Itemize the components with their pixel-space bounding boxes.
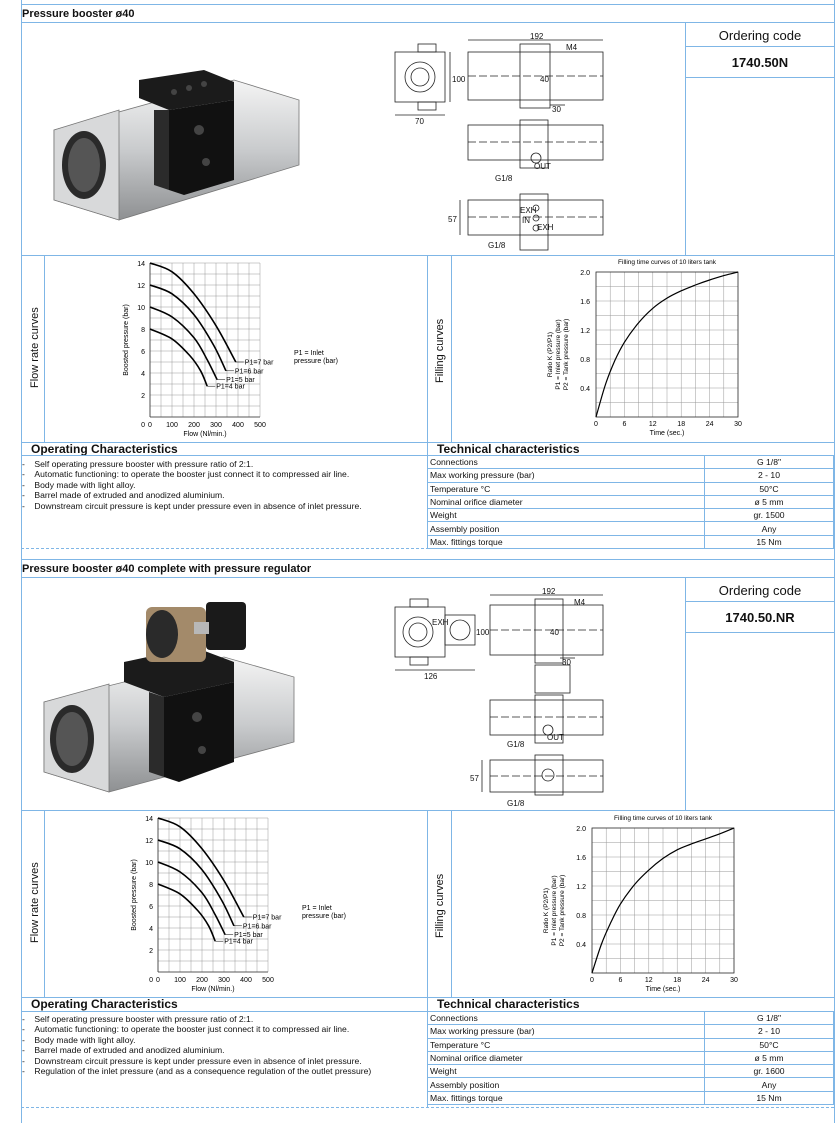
section-title: Pressure booster ø40 complete with pressure regulator — [22, 563, 312, 575]
series-label: P1=6 bar — [242, 923, 272, 931]
bullet-item: - Downstream circuit pressure is kept under pressure even in absence of inlet pressure. — [22, 500, 362, 511]
x-tick-label: 30 — [730, 977, 738, 984]
divider — [685, 577, 686, 810]
ordering-code-value: 1740.50N — [731, 55, 789, 70]
tech-value: gr. 1600 — [705, 1065, 834, 1078]
y-tick-label: 6 — [141, 349, 145, 356]
x-tick-label: 500 — [254, 422, 266, 429]
table-row — [428, 535, 834, 548]
bullet-item: - Automatic functioning: to operate the booster just connect it to compressed air line. — [22, 1024, 350, 1035]
y-tick-label: 1.2 — [576, 884, 586, 891]
y-tick-label: 10 — [137, 305, 145, 312]
legend-line-1: P1 = Inlet — [294, 350, 324, 357]
dim-100: 100 — [452, 75, 466, 84]
tech-value: ø 5 mm — [705, 1051, 834, 1064]
x-tick-label: 100 — [166, 422, 178, 429]
filling-curves-chart — [536, 812, 746, 996]
y-axis-label: P2 = Tank pressure (bar) — [563, 318, 570, 391]
series-label: P1=5 bar — [226, 377, 255, 385]
dim-57: 57 — [448, 215, 457, 224]
operating-bullets — [22, 459, 362, 511]
series-label: P1=5 bar — [234, 932, 263, 940]
series-line — [150, 285, 226, 371]
y-tick-label: 1.2 — [580, 328, 590, 335]
product-photo — [34, 592, 304, 807]
y-tick-label: 1.6 — [576, 855, 586, 862]
dim-57: 57 — [470, 774, 479, 783]
bullet-item: - Barrel made of extruded and anodized aluminium. — [22, 1045, 225, 1056]
section-title: Pressure booster ø40 — [22, 8, 135, 20]
series-label: P1=4 bar — [224, 938, 253, 946]
divider — [686, 46, 835, 47]
x-tick-label: 400 — [232, 422, 244, 429]
chart-title: Filling time curves of 10 liters tank — [614, 815, 712, 822]
x-tick-label: 18 — [673, 977, 682, 984]
ordering-code-label: Ordering code — [718, 28, 802, 43]
tech-key: Assembly position — [428, 522, 705, 535]
port-out: OUT — [547, 733, 564, 742]
dim-40: 40 — [540, 75, 549, 84]
dim-126: 126 — [424, 672, 438, 681]
flow-rate-label: Flow rate curves — [29, 307, 41, 388]
operating-characteristics-title: Operating Characteristics — [31, 997, 178, 1011]
divider — [686, 601, 835, 602]
legend-line-2: pressure (bar) — [302, 913, 346, 920]
bullet-item: - Body made with light alloy. — [22, 479, 136, 490]
operating-characteristics-title: Operating Characteristics — [31, 442, 178, 456]
y-axis-label: Boosted pressure (bar) — [123, 304, 130, 376]
table-row — [428, 522, 834, 535]
y-tick-label: 0.8 — [576, 913, 586, 920]
port-g18-a: G1/8 — [495, 174, 513, 183]
y-tick-label: 0 — [149, 977, 153, 984]
x-tick-label: 0 — [590, 977, 594, 984]
tech-key: Weight — [428, 509, 705, 522]
frame-right — [834, 0, 835, 1123]
y-axis-label: P1 = Inlet pressure (bar) — [555, 319, 562, 390]
bullet-item: - Body made with light alloy. — [22, 1034, 136, 1045]
flow-rate-chart — [126, 812, 426, 997]
x-axis-label: Time (sec.) — [649, 430, 685, 437]
y-tick-label: 1.6 — [580, 299, 590, 306]
series-line — [158, 840, 234, 926]
tech-key: Weight — [428, 1065, 705, 1078]
flow-rate-chart — [118, 257, 418, 442]
tech-key: Max working pressure (bar) — [428, 1025, 705, 1038]
series-label: P1=4 bar — [216, 383, 245, 391]
tech-value: G 1/8" — [705, 456, 834, 469]
bullet-item: - Downstream circuit pressure is kept under pressure even in absence of inlet pressure. — [22, 1055, 362, 1066]
x-tick-label: 12 — [644, 977, 653, 984]
bullet-item: - Barrel made of extruded and anodized aluminium. — [22, 490, 225, 501]
y-tick-label: 10 — [145, 860, 153, 867]
x-tick-label: 0 — [594, 421, 598, 428]
tech-key: Temperature °C — [428, 1038, 705, 1051]
series-line — [150, 329, 207, 386]
y-tick-label: 4 — [141, 371, 145, 378]
port-g18-b: G1/8 — [488, 241, 506, 250]
table-row — [428, 1012, 834, 1025]
y-tick-label: 2 — [141, 393, 145, 400]
dim-40: 40 — [550, 628, 559, 637]
y-tick-label: 2.0 — [576, 826, 586, 833]
filling-curves-label: Filling curves — [434, 318, 446, 383]
y-tick-label: 12 — [137, 283, 145, 290]
table-row — [428, 509, 834, 522]
tech-key: Connections — [428, 456, 705, 469]
y-tick-label: 14 — [137, 261, 145, 268]
port-exh: EXH — [432, 618, 449, 627]
x-tick-label: 0 — [156, 977, 160, 984]
x-tick-label: 12 — [648, 421, 657, 428]
port-in: IN — [522, 216, 530, 225]
technical-drawing — [390, 30, 680, 255]
y-tick-label: 8 — [141, 327, 145, 334]
dim-192: 192 — [542, 587, 556, 596]
x-tick-label: 30 — [734, 421, 742, 428]
technical-characteristics-title: Technical characteristics — [437, 442, 580, 456]
table-row — [428, 1051, 834, 1064]
y-tick-label: 14 — [145, 816, 153, 823]
tech-value: 2 - 10 — [705, 469, 834, 482]
series-line — [158, 884, 215, 941]
x-tick-label: 18 — [677, 421, 686, 428]
port-exh-2: EXH — [537, 223, 554, 232]
dim-30: 30 — [552, 105, 561, 114]
x-axis-label: Flow (Nl/min.) — [191, 986, 235, 993]
table-row — [428, 1078, 834, 1091]
tech-value: 50°C — [705, 482, 834, 495]
flow-rate-label: Flow rate curves — [29, 862, 41, 943]
y-axis-label: Boosted pressure (bar) — [131, 859, 138, 931]
filling-curves-label: Filling curves — [434, 873, 446, 938]
tech-value: Any — [705, 522, 834, 535]
table-row — [428, 1091, 834, 1104]
y-axis-label: P2 = Tank pressure (bar) — [559, 874, 566, 947]
y-axis-label: Ratio K (P2/P1) — [543, 887, 550, 934]
tech-value: 15 Nm — [705, 1091, 834, 1104]
y-tick-label: 0 — [141, 422, 145, 429]
tech-value: gr. 1500 — [705, 509, 834, 522]
y-tick-label: 2 — [149, 948, 153, 955]
x-tick-label: 400 — [240, 977, 252, 984]
divider — [44, 810, 45, 997]
divider — [451, 255, 452, 442]
x-axis-label: Time (sec.) — [645, 986, 681, 993]
divider — [427, 255, 428, 442]
filling-curves-chart — [540, 256, 750, 440]
legend-line-2: pressure (bar) — [294, 358, 338, 365]
table-row — [428, 482, 834, 495]
port-g18-b: G1/8 — [507, 799, 525, 808]
operating-bullets — [22, 1014, 371, 1076]
x-tick-label: 200 — [196, 977, 208, 984]
y-tick-label: 6 — [149, 904, 153, 911]
x-tick-label: 200 — [188, 422, 200, 429]
x-tick-label: 24 — [705, 421, 714, 428]
x-axis-label: Flow (Nl/min.) — [183, 431, 227, 438]
y-axis-label: Ratio K (P2/P1) — [547, 331, 554, 378]
bullet-item: - Regulation of the inlet pressure (and as a consequence regulation of the outlet pressure) — [22, 1066, 372, 1077]
table-row — [428, 1025, 834, 1038]
tech-key: Max. fittings torque — [428, 1091, 705, 1104]
ordering-code-box — [685, 577, 834, 633]
port-exh-1: EXH — [520, 206, 537, 215]
technical-table — [427, 455, 834, 549]
dim-100: 100 — [476, 628, 490, 637]
x-tick-label: 6 — [618, 977, 623, 984]
y-axis-label: P1 = Inlet pressure (bar) — [551, 875, 558, 946]
y-tick-label: 0.4 — [576, 942, 586, 949]
y-tick-label: 0.4 — [580, 386, 590, 393]
tech-value: Any — [705, 1078, 834, 1091]
technical-characteristics-title: Technical characteristics — [437, 997, 580, 1011]
x-tick-label: 24 — [701, 977, 710, 984]
ordering-code-box — [685, 22, 834, 78]
port-out: OUT — [534, 162, 551, 171]
tech-value: ø 5 mm — [705, 495, 834, 508]
product-photo — [34, 70, 304, 230]
tech-key: Nominal orifice diameter — [428, 495, 705, 508]
divider — [21, 559, 834, 560]
divider — [21, 4, 834, 5]
dim-m4: M4 — [574, 598, 586, 607]
table-row — [428, 1038, 834, 1051]
bullet-item: - Self operating pressure booster with pressure ratio of 2:1. — [22, 459, 254, 469]
ordering-code-value: 1740.50.NR — [725, 610, 795, 625]
technical-drawing — [390, 585, 680, 810]
divider — [427, 810, 428, 997]
x-tick-label: 6 — [622, 421, 627, 428]
dim-70: 70 — [415, 117, 424, 126]
table-row — [428, 469, 834, 482]
y-tick-label: 2.0 — [580, 270, 590, 277]
ordering-code-label: Ordering code — [718, 583, 802, 598]
table-row — [428, 456, 834, 469]
divider — [21, 1107, 834, 1108]
tech-key: Connections — [428, 1012, 705, 1025]
dim-30: 30 — [562, 658, 571, 667]
legend-line-1: P1 = Inlet — [302, 905, 332, 912]
series-label: P1=7 bar — [244, 359, 274, 367]
x-tick-label: 300 — [210, 422, 222, 429]
tech-value: 50°C — [705, 1038, 834, 1051]
divider — [44, 255, 45, 442]
technical-table — [427, 1011, 834, 1105]
tech-value: 2 - 10 — [705, 1025, 834, 1038]
x-tick-label: 300 — [218, 977, 230, 984]
dim-m4: M4 — [566, 43, 578, 52]
dim-192: 192 — [530, 32, 544, 41]
divider — [21, 548, 834, 549]
tech-key: Max working pressure (bar) — [428, 469, 705, 482]
y-tick-label: 12 — [145, 838, 153, 845]
chart-title: Filling time curves of 10 liters tank — [618, 259, 716, 266]
x-tick-label: 100 — [174, 977, 186, 984]
bullet-item: - Automatic functioning: to operate the booster just connect it to compressed air line. — [22, 469, 350, 480]
y-tick-label: 0.8 — [580, 357, 590, 364]
x-tick-label: 500 — [262, 977, 274, 984]
port-g18-a: G1/8 — [507, 740, 525, 749]
divider — [451, 810, 452, 997]
series-label: P1=7 bar — [252, 914, 282, 922]
frame-left — [21, 0, 22, 1123]
tech-key: Assembly position — [428, 1078, 705, 1091]
tech-value: G 1/8" — [705, 1012, 834, 1025]
table-row — [428, 1065, 834, 1078]
table-row — [428, 495, 834, 508]
tech-key: Nominal orifice diameter — [428, 1051, 705, 1064]
x-tick-label: 0 — [148, 422, 152, 429]
bullet-item: - Self operating pressure booster with pressure ratio of 2:1. — [22, 1014, 254, 1024]
series-label: P1=6 bar — [234, 368, 264, 376]
y-tick-label: 4 — [149, 926, 153, 933]
tech-key: Max. fittings torque — [428, 535, 705, 548]
divider — [685, 22, 686, 255]
tech-key: Temperature °C — [428, 482, 705, 495]
tech-value: 15 Nm — [705, 535, 834, 548]
y-tick-label: 8 — [149, 882, 153, 889]
